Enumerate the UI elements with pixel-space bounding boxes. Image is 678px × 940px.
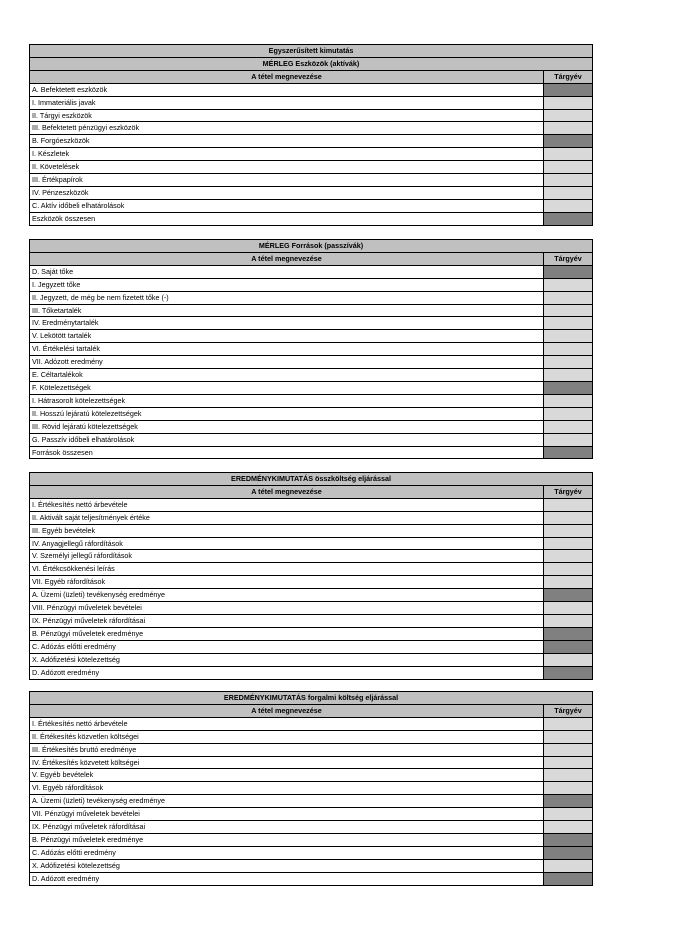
value-cell[interactable]	[544, 653, 593, 666]
value-cell[interactable]	[544, 278, 593, 291]
table-row	[30, 265, 593, 278]
section-title: EREDMÉNYKIMUTATÁS forgalmi költség eljárással	[30, 692, 593, 705]
table-row	[30, 795, 593, 808]
value-cell[interactable]	[544, 859, 593, 872]
value-cell[interactable]	[544, 576, 593, 589]
value-cell[interactable]	[544, 537, 593, 550]
row-label: Eszközök összesen	[30, 212, 544, 225]
table-row	[30, 407, 593, 420]
table-row	[30, 304, 593, 317]
value-cell[interactable]	[544, 627, 593, 640]
value-cell[interactable]	[544, 872, 593, 885]
value-cell[interactable]	[544, 330, 593, 343]
table-row	[30, 369, 593, 382]
value-cell[interactable]	[544, 756, 593, 769]
value-cell[interactable]	[544, 317, 593, 330]
value-cell[interactable]	[544, 343, 593, 356]
table-row	[30, 212, 593, 225]
row-label: IV. Anyagjellegű ráfordítások	[30, 537, 544, 550]
value-cell[interactable]	[544, 524, 593, 537]
row-label: I. Hátrasorolt kötelezettségek	[30, 394, 544, 407]
value-cell[interactable]	[544, 769, 593, 782]
column-header-name: A tétel megnevezése	[30, 252, 544, 265]
value-cell[interactable]	[544, 743, 593, 756]
value-cell[interactable]	[544, 96, 593, 109]
row-label: II. Hosszú lejáratú kötelezettségek	[30, 407, 544, 420]
row-label: G. Passzív időbeli elhatárolások	[30, 433, 544, 446]
column-header-value: Tárgyév	[544, 70, 593, 83]
row-label: Források összesen	[30, 446, 544, 459]
row-label: III. Tőketartalék	[30, 304, 544, 317]
row-label: C. Adózás előtti eredmény	[30, 640, 544, 653]
row-label: E. Céltartalékok	[30, 369, 544, 382]
table-row	[30, 808, 593, 821]
row-label: C. Adózás előtti eredmény	[30, 846, 544, 859]
value-cell[interactable]	[544, 420, 593, 433]
row-label: III. Értékpapírok	[30, 174, 544, 187]
value-cell[interactable]	[544, 83, 593, 96]
value-cell[interactable]	[544, 199, 593, 212]
value-cell[interactable]	[544, 833, 593, 846]
row-label: D. Saját tőke	[30, 265, 544, 278]
value-cell[interactable]	[544, 265, 593, 278]
value-cell[interactable]	[544, 446, 593, 459]
value-cell[interactable]	[544, 550, 593, 563]
value-cell[interactable]	[544, 148, 593, 161]
column-header-name: A tétel megnevezése	[30, 70, 544, 83]
table-row	[30, 186, 593, 199]
value-cell[interactable]	[544, 563, 593, 576]
row-label: D. Adózott eredmény	[30, 666, 544, 679]
table-row	[30, 730, 593, 743]
row-label: X. Adófizetési kötelezettség	[30, 859, 544, 872]
row-label: A. Üzemi (üzleti) tevékenység eredménye	[30, 589, 544, 602]
table-row	[30, 666, 593, 679]
table-row	[30, 627, 593, 640]
column-header-row	[30, 70, 593, 83]
table-row	[30, 563, 593, 576]
section-title: EREDMÉNYKIMUTATÁS összköltség eljárással	[30, 473, 593, 486]
table-row	[30, 589, 593, 602]
row-label: VI. Értékelési tartalék	[30, 343, 544, 356]
table-row	[30, 83, 593, 96]
row-label: III. Egyéb bevételek	[30, 524, 544, 537]
table-row	[30, 511, 593, 524]
row-label: F. Kötelezettségek	[30, 381, 544, 394]
column-header-row	[30, 485, 593, 498]
value-cell[interactable]	[544, 433, 593, 446]
table-row	[30, 199, 593, 212]
table-row	[30, 821, 593, 834]
row-label: D. Adózott eredmény	[30, 872, 544, 885]
column-header-row	[30, 252, 593, 265]
row-label: I. Készletek	[30, 148, 544, 161]
value-cell[interactable]	[544, 602, 593, 615]
value-cell[interactable]	[544, 717, 593, 730]
row-label: IV. Pénzeszközök	[30, 186, 544, 199]
table-row	[30, 602, 593, 615]
row-label: I. Immateriális javak	[30, 96, 544, 109]
row-label: III. Rövid lejáratú kötelezettségek	[30, 420, 544, 433]
value-cell[interactable]	[544, 291, 593, 304]
table-row	[30, 769, 593, 782]
section-title: MÉRLEG Források (passzívák)	[30, 240, 593, 253]
row-label: B. Forgóeszközök	[30, 135, 544, 148]
row-label: A. Üzemi (üzleti) tevékenység eredménye	[30, 795, 544, 808]
table-row	[30, 782, 593, 795]
table-row	[30, 433, 593, 446]
table-row	[30, 291, 593, 304]
value-cell[interactable]	[544, 511, 593, 524]
value-cell[interactable]	[544, 640, 593, 653]
table-row	[30, 174, 593, 187]
table-row	[30, 148, 593, 161]
report-title: Egyszerűsített kimutatás	[30, 45, 593, 58]
row-label: B. Pénzügyi műveletek eredménye	[30, 627, 544, 640]
table-row	[30, 756, 593, 769]
row-label: III. Befektetett pénzügyi eszközök	[30, 122, 544, 135]
row-label: VII. Pénzügyi műveletek bevételei	[30, 808, 544, 821]
table-row	[30, 717, 593, 730]
table-row	[30, 524, 593, 537]
column-header-value: Tárgyév	[544, 252, 593, 265]
table-row	[30, 122, 593, 135]
table-row	[30, 420, 593, 433]
row-label: B. Pénzügyi műveletek eredménye	[30, 833, 544, 846]
row-label: VII. Adózott eredmény	[30, 356, 544, 369]
section-title: MÉRLEG Eszközök (aktívák)	[30, 57, 593, 70]
column-header-name: A tétel megnevezése	[30, 704, 544, 717]
value-cell[interactable]	[544, 846, 593, 859]
row-label: II. Jegyzett, de még be nem fizetett tőke (-)	[30, 291, 544, 304]
row-label: V. Személyi jellegű ráfordítások	[30, 550, 544, 563]
row-label: II. Értékesítés közvetlen költségei	[30, 730, 544, 743]
value-cell[interactable]	[544, 795, 593, 808]
value-cell[interactable]	[544, 186, 593, 199]
row-label: V. Egyéb bevételek	[30, 769, 544, 782]
value-cell[interactable]	[544, 212, 593, 225]
value-cell[interactable]	[544, 407, 593, 420]
value-cell[interactable]	[544, 109, 593, 122]
liabilities-table	[29, 239, 593, 459]
table-row	[30, 550, 593, 563]
income-total-cost-table	[29, 472, 593, 680]
value-cell[interactable]	[544, 821, 593, 834]
value-cell[interactable]	[544, 356, 593, 369]
table-row	[30, 278, 593, 291]
row-label: IX. Pénzügyi műveletek ráfordításai	[30, 821, 544, 834]
table-row	[30, 96, 593, 109]
row-label: IV. Értékesítés közvetett költségei	[30, 756, 544, 769]
value-cell[interactable]	[544, 589, 593, 602]
column-header-value: Tárgyév	[544, 485, 593, 498]
assets-table	[29, 44, 593, 226]
table-row	[30, 343, 593, 356]
value-cell[interactable]	[544, 174, 593, 187]
column-header-row	[30, 704, 593, 717]
row-label: I. Jegyzett tőke	[30, 278, 544, 291]
row-label: VIII. Pénzügyi műveletek bevételei	[30, 602, 544, 615]
value-cell[interactable]	[544, 122, 593, 135]
table-row	[30, 330, 593, 343]
table-row	[30, 537, 593, 550]
row-label: C. Aktív időbeli elhatárolások	[30, 199, 544, 212]
table-row	[30, 109, 593, 122]
value-cell[interactable]	[544, 161, 593, 174]
row-label: IX. Pénzügyi műveletek ráfordításai	[30, 614, 544, 627]
income-turnover-cost-table	[29, 691, 593, 886]
value-cell[interactable]	[544, 730, 593, 743]
value-cell[interactable]	[544, 369, 593, 382]
row-label: VII. Egyéb ráfordítások	[30, 576, 544, 589]
value-cell[interactable]	[544, 394, 593, 407]
table-row	[30, 381, 593, 394]
row-label: II. Tárgyi eszközök	[30, 109, 544, 122]
row-label: V. Lekötött tartalék	[30, 330, 544, 343]
value-cell[interactable]	[544, 381, 593, 394]
table-row	[30, 161, 593, 174]
value-cell[interactable]	[544, 614, 593, 627]
row-label: II. Követelések	[30, 161, 544, 174]
row-label: I. Értékesítés nettó árbevétele	[30, 498, 544, 511]
column-header-name: A tétel megnevezése	[30, 485, 544, 498]
table-row	[30, 446, 593, 459]
value-cell[interactable]	[544, 782, 593, 795]
row-label: IV. Eredménytartalék	[30, 317, 544, 330]
row-label: II. Aktivált saját teljesítmények értéke	[30, 511, 544, 524]
value-cell[interactable]	[544, 666, 593, 679]
value-cell[interactable]	[544, 498, 593, 511]
table-row	[30, 498, 593, 511]
value-cell[interactable]	[544, 304, 593, 317]
table-row	[30, 640, 593, 653]
table-row	[30, 317, 593, 330]
row-label: I. Értékesítés nettó árbevétele	[30, 717, 544, 730]
table-row	[30, 833, 593, 846]
table-row	[30, 859, 593, 872]
table-row	[30, 846, 593, 859]
table-row	[30, 614, 593, 627]
row-label: X. Adófizetési kötelezettség	[30, 653, 544, 666]
value-cell[interactable]	[544, 808, 593, 821]
table-row	[30, 356, 593, 369]
value-cell[interactable]	[544, 135, 593, 148]
row-label: VI. Egyéb ráfordítások	[30, 782, 544, 795]
table-row	[30, 653, 593, 666]
table-row	[30, 872, 593, 885]
row-label: III. Értékesítés bruttó eredménye	[30, 743, 544, 756]
table-row	[30, 576, 593, 589]
table-row	[30, 743, 593, 756]
table-row	[30, 394, 593, 407]
row-label: A. Befektetett eszközök	[30, 83, 544, 96]
column-header-value: Tárgyév	[544, 704, 593, 717]
row-label: VI. Értékcsökkenési leírás	[30, 563, 544, 576]
table-row	[30, 135, 593, 148]
